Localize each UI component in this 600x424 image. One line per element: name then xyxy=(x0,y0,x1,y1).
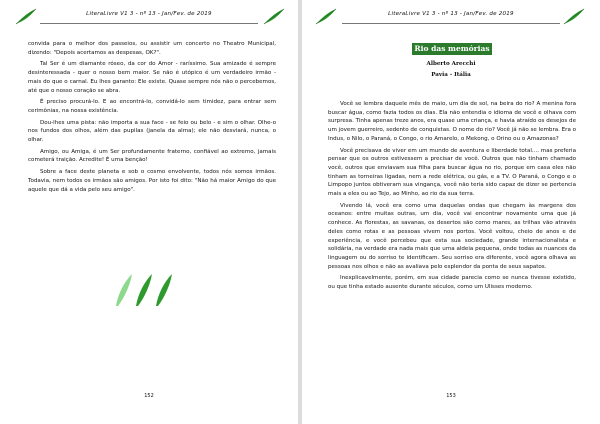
paragraph: É preciso procurá-lo. E ao encontrá-lo, convidá-lo sem timidez, para entrar sem cerimônias, na nossa existência. xyxy=(28,99,276,114)
feathers-ornament xyxy=(112,272,192,308)
paragraph: Vivendo lá, você era como uma daquelas ondas que chegam às margens dos oceanos: entre muitas outras, um dia, você vai encontrar novamente uma que já conhece. As florestas, as savanas, os desertos são como mares, as trilhas vão através deles como rotas e as pessoas vivem nos portos. Você voltou, cheio de anos e de experiência, e você percebeu que esta sua sociedade, grande internacionalista e solidária, na verdade era nada mais que uma aldeia pequena, onde todas as nuances da linguagem ou do sorriso te identificam. Seu sorriso era diferente, você agora olhava as pessoas nos olhos e não as avaliava pelo esplendor da ponta de seus sapatos. xyxy=(328,202,576,270)
left-body-text xyxy=(28,40,276,197)
right-body-text xyxy=(328,100,576,295)
header-rule xyxy=(342,23,560,24)
paragraph: convida para o melhor dos passeios, ou assistir um concerto no Theatro Municipal, dizendo: "Depois acertamos as despesas, OK?". xyxy=(28,41,276,56)
paragraph: Inexplicavelmente, porém, em sua cidade parecia como se nunca tivesse existido, ou que tinha estado ausente durante séculos, como um Ulisses moderno. xyxy=(328,275,576,291)
header-text: LiteraLivre V1 3 - nº 13 - Jan/Fev. de 2019 xyxy=(388,11,514,17)
page-header xyxy=(0,8,298,24)
paragraph: Amigo, ou Amiga, é um Ser profundamente fraterno, confiável ao extremo, jamais cometerá traição. Acredite! É uma benção! xyxy=(28,148,276,164)
page-number: 152 xyxy=(144,393,154,399)
paragraph: Sobre a face deste planeta e sob o cosmo envolvente, todos nós somos irmãos. Todavia, nem todos os irmãos são amigos. Por isto foi dito: "Não há maior Amigo do que aquele que dá a vida pelo seu amigo". xyxy=(28,169,276,193)
header-text: LiteraLivre V1 3 - nº 13 - Jan/Fev. de 2019 xyxy=(86,11,212,17)
feather-icon xyxy=(116,274,132,306)
feather-icon xyxy=(156,274,172,306)
quill-icon xyxy=(262,8,286,26)
left-page xyxy=(0,0,298,424)
paragraph: Você precisava de viver em um mundo de aventura e liberdade total.... mas preferia pensar que os outros estivessem a precisar de você. Outros que não tinham chamado você, outros que enviavam sua filha para buscar água no rio, porque em casa eles não tinham as torneiras ligadas, nem a rede elétrica, ou gás, e a TV. O Paraná, o Congo e o Limpopo juntos obtiveram sua vingança, você não teria sido capaz de dizer se pertencia mais a eles ou ao Tejo, ao Minho, ao rio da sua terra. xyxy=(328,147,576,198)
header-rule xyxy=(40,23,258,24)
paragraph: Dou-lhes uma pista: não importa a sua face - se feio ou belo - e sim o olhar. Olhe-o nos fundos dos olhos, além das pupilas (janela da alma); ele não desviará, nunca, o olhar. xyxy=(28,119,276,144)
article-place: Pavia - Itália xyxy=(431,72,471,78)
article-author: Alberto Arecchi xyxy=(426,61,476,67)
page-header xyxy=(302,8,600,24)
feather-icon xyxy=(136,274,152,306)
quill-icon xyxy=(562,8,586,26)
right-page xyxy=(302,0,600,424)
paragraph: Tal Ser é um diamante róseo, da cor do Amor - raríssimo. Sua amizade é sempre desinteressada - quer o nosso bem maior. Se não é utópico é um verdadeiro irmão - mais do que o carnal. Eu lhes garanto: Ele existe. Quase sempre nós não o percebemos, até que o nosso coração se abra. xyxy=(28,61,276,94)
article-title: Rio das memórias xyxy=(412,43,492,55)
paragraph: Você se lembra daquele mês de maio, um dia de sol, na beira do rio? A menina fora buscar água, como fazia todos os dias. Ela não entendia o idioma de você e olhava com surpresa. Tinha apenas treze anos, era quase uma criança, e havia atraído os desejos de um jovem guerreiro, sedento de conquistas. O nome do rio? Você já não se lembra. Era o Indus, o Nilo, o Paraná, o Congo, o rio Amarelo, o Mekong, o Orino ou o Amazonas? xyxy=(328,101,576,142)
page-number: 153 xyxy=(446,393,456,399)
